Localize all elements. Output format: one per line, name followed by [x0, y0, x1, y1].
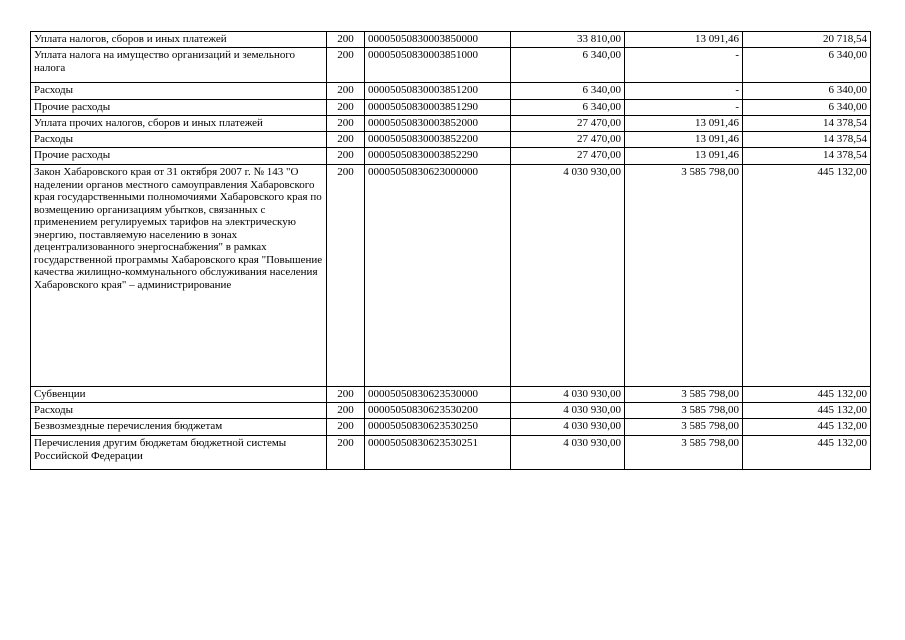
row-remaining: 14 378,54 — [743, 132, 871, 148]
table-row — [31, 419, 871, 436]
row-executed: 3 585 798,00 — [625, 436, 743, 470]
row-kbk: 00005050830003852290 — [365, 148, 511, 165]
row-remaining: 14 378,54 — [743, 148, 871, 165]
row-remaining: 445 132,00 — [743, 419, 871, 436]
row-code: 200 — [327, 436, 365, 470]
row-remaining: 445 132,00 — [743, 387, 871, 403]
row-name: Прочие расходы — [31, 148, 327, 165]
budget-execution-table — [30, 31, 871, 470]
row-code: 200 — [327, 132, 365, 148]
row-approved: 6 340,00 — [511, 100, 625, 116]
row-approved: 27 470,00 — [511, 132, 625, 148]
row-kbk: 00005050830003851200 — [365, 83, 511, 100]
table-row — [31, 403, 871, 419]
table-row — [31, 132, 871, 148]
row-approved: 27 470,00 — [511, 116, 625, 132]
row-code: 200 — [327, 165, 365, 387]
row-code: 200 — [327, 387, 365, 403]
row-executed: 13 091,46 — [625, 148, 743, 165]
table-row — [31, 83, 871, 100]
row-name: Прочие расходы — [31, 100, 327, 116]
row-name: Уплата налогов, сборов и иных платежей — [31, 32, 327, 48]
row-remaining: 445 132,00 — [743, 403, 871, 419]
row-kbk: 00005050830623530251 — [365, 436, 511, 470]
row-name: Расходы — [31, 132, 327, 148]
row-approved: 4 030 930,00 — [511, 165, 625, 387]
row-executed: 3 585 798,00 — [625, 419, 743, 436]
row-kbk: 00005050830003852000 — [365, 116, 511, 132]
row-executed: 3 585 798,00 — [625, 165, 743, 387]
row-code: 200 — [327, 403, 365, 419]
row-name: Уплата налога на имущество организаций и земельного налога — [31, 48, 327, 83]
row-executed: 3 585 798,00 — [625, 387, 743, 403]
row-approved: 6 340,00 — [511, 83, 625, 100]
row-executed: - — [625, 100, 743, 116]
row-executed: - — [625, 48, 743, 83]
row-kbk: 00005050830623000000 — [365, 165, 511, 387]
row-executed: 13 091,46 — [625, 32, 743, 48]
row-name: Закон Хабаровского края от 31 октября 2007 г. № 143 "О наделении органов местного самоуправления Хабаровского края государственными полномочиями Хабаровского края по возмещению организациям убытков, связанных с применением регулируемых тарифов на электрическую энергию, поставляемую населению в зонах децентрализованного энергоснабжения" в рамках государственной программы Хабаровского края "Повышение качества жилищно-коммунального обслуживания населения Хабаровского края" – администрирование — [31, 165, 327, 387]
row-kbk: 00005050830623530200 — [365, 403, 511, 419]
table-row — [31, 100, 871, 116]
row-kbk: 00005050830003850000 — [365, 32, 511, 48]
row-approved: 6 340,00 — [511, 48, 625, 83]
row-code: 200 — [327, 116, 365, 132]
row-approved: 33 810,00 — [511, 32, 625, 48]
table-row — [31, 387, 871, 403]
row-remaining: 445 132,00 — [743, 436, 871, 470]
row-name: Безвозмездные перечисления бюджетам — [31, 419, 327, 436]
row-remaining: 6 340,00 — [743, 48, 871, 83]
row-executed: 3 585 798,00 — [625, 403, 743, 419]
row-kbk: 00005050830003851290 — [365, 100, 511, 116]
row-kbk: 00005050830003852200 — [365, 132, 511, 148]
row-approved: 4 030 930,00 — [511, 436, 625, 470]
table-row — [31, 32, 871, 48]
row-name: Уплата прочих налогов, сборов и иных платежей — [31, 116, 327, 132]
row-approved: 4 030 930,00 — [511, 403, 625, 419]
row-code: 200 — [327, 419, 365, 436]
table-row — [31, 48, 871, 83]
row-code: 200 — [327, 32, 365, 48]
row-approved: 4 030 930,00 — [511, 387, 625, 403]
row-code: 200 — [327, 148, 365, 165]
row-remaining: 445 132,00 — [743, 165, 871, 387]
table-row — [31, 436, 871, 470]
row-executed: 13 091,46 — [625, 132, 743, 148]
row-remaining: 6 340,00 — [743, 100, 871, 116]
row-remaining: 6 340,00 — [743, 83, 871, 100]
row-name: Субвенции — [31, 387, 327, 403]
row-remaining: 14 378,54 — [743, 116, 871, 132]
row-kbk: 00005050830003851000 — [365, 48, 511, 83]
row-approved: 4 030 930,00 — [511, 419, 625, 436]
row-code: 200 — [327, 100, 365, 116]
row-approved: 27 470,00 — [511, 148, 625, 165]
row-name: Расходы — [31, 83, 327, 100]
row-kbk: 00005050830623530250 — [365, 419, 511, 436]
row-kbk: 00005050830623530000 — [365, 387, 511, 403]
row-executed: 13 091,46 — [625, 116, 743, 132]
row-name: Перечисления другим бюджетам бюджетной системы Российской Федерации — [31, 436, 327, 470]
row-remaining: 20 718,54 — [743, 32, 871, 48]
row-code: 200 — [327, 48, 365, 83]
row-name: Расходы — [31, 403, 327, 419]
table-row — [31, 116, 871, 132]
table-row — [31, 165, 871, 387]
row-executed: - — [625, 83, 743, 100]
row-code: 200 — [327, 83, 365, 100]
table-row — [31, 148, 871, 165]
